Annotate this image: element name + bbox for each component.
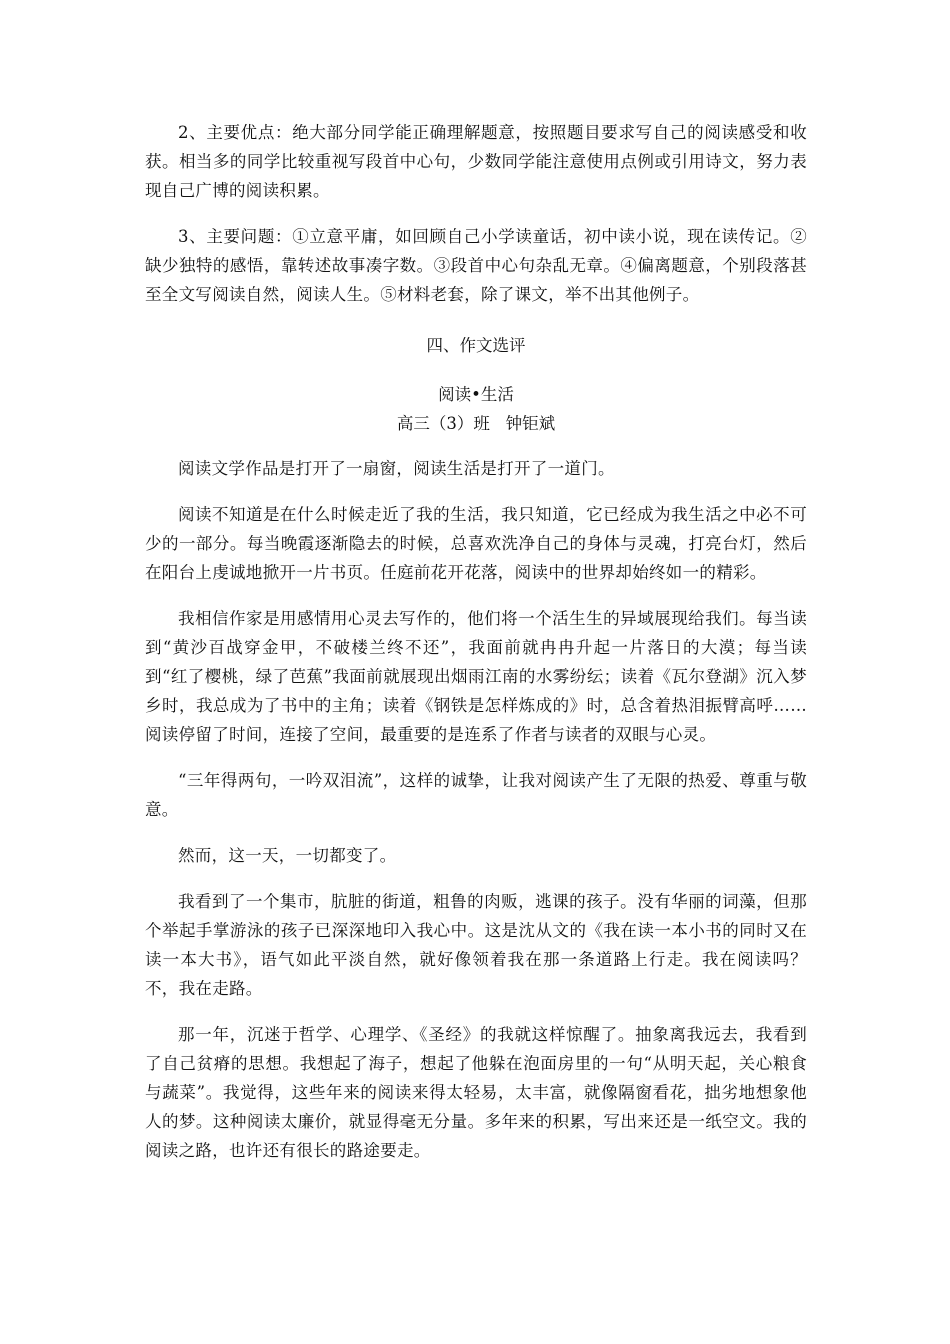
summary-problems-paragraph: 3、主要问题：①立意平庸，如回顾自己小学读童话，初中读小说，现在读传记。②缺少独特的感悟，靠转述故事凑字数。③段首中心句杂乱无章。④偏离题意，个别段落甚至全文写阅读自然，阅读人生。⑤材料老套，除了课文，举不出其他例子。 [145,227,807,304]
essay-paragraph-1: 阅读文学作品是打开了一扇窗，阅读生活是打开了一道门。 [178,459,615,478]
essay-title: 阅读•生活 [438,385,514,404]
document-body [145,118,807,1182]
summary-strengths-paragraph: 2、主要优点：绝大部分同学能正确理解题意，按照题目要求写自己的阅读感受和收获。相当多的同学比较重视写段首中心句，少数同学能注意使用点例或引用诗文，努力表现自己广博的阅读积累。 [145,123,807,200]
essay-author: 高三（3）班 钟钜斌 [396,414,556,433]
essay-paragraph-5: 然而，这一天，一切都变了。 [178,846,397,865]
essay-paragraph-2: 阅读不知道是在什么时候走近了我的生活，我只知道，它已经成为我生活之中必不可少的一部分。每当晚霞逐渐隐去的时候，总喜欢洗净自己的身体与灵魂，打亮台灯，然后在阳台上虔诚地掀开一片书页。任庭前花开花落，阅读中的世界却始终如一的精彩。 [145,505,807,582]
essay-paragraph-3: 我相信作家是用感情用心灵去写作的，他们将一个活生生的异域展现给我们。每当读到“黄沙百战穿金甲，不破楼兰终不还”，我面前就冉冉升起一片落日的大漠；每当读到“红了樱桃，绿了芭蕉”我面前就展现出烟雨江南的水雾纷纭；读着《瓦尔登湖》沉入梦乡时，我总成为了书中的主角；读着《钢铁是怎样炼成的》时，总含着热泪振臂高呼……阅读停留了时间，连接了空间，最重要的是连系了作者与读者的双眼与心灵。 [145,609,807,744]
section-heading: 四、作文选评 [426,336,526,355]
essay-paragraph-4: “三年得两句，一吟双泪流”，这样的诚挚，让我对阅读产生了无限的热爱、尊重与敬意。 [145,771,807,819]
essay-paragraph-7: 那一年，沉迷于哲学、心理学、《圣经》的我就这样惊醒了。抽象离我远去，我看到了自己贫瘠的思想。我想起了海子，想起了他躲在泡面房里的一句“从明天起，关心粮食与蔬菜”。我觉得，这些年来的阅读来得太轻易，太丰富，就像隔窗看花，拙劣地想象他人的梦。这种阅读太廉价，就显得毫无分量。多年来的积累，写出来还是一纸空文。我的阅读之路，也许还有很长的路途要走。 [145,1025,807,1160]
essay-paragraph-6: 我看到了一个集市，肮脏的街道，粗鲁的肉贩，逃课的孩子。没有华丽的词藻，但那个举起手掌游泳的孩子已深深地印入我心中。这是沈从文的《我在读一本小书的同时又在读一本大书》，语气如此平淡自然，就好像领着我在那一条道路上行走。我在阅读吗？不，我在走路。 [145,892,807,998]
